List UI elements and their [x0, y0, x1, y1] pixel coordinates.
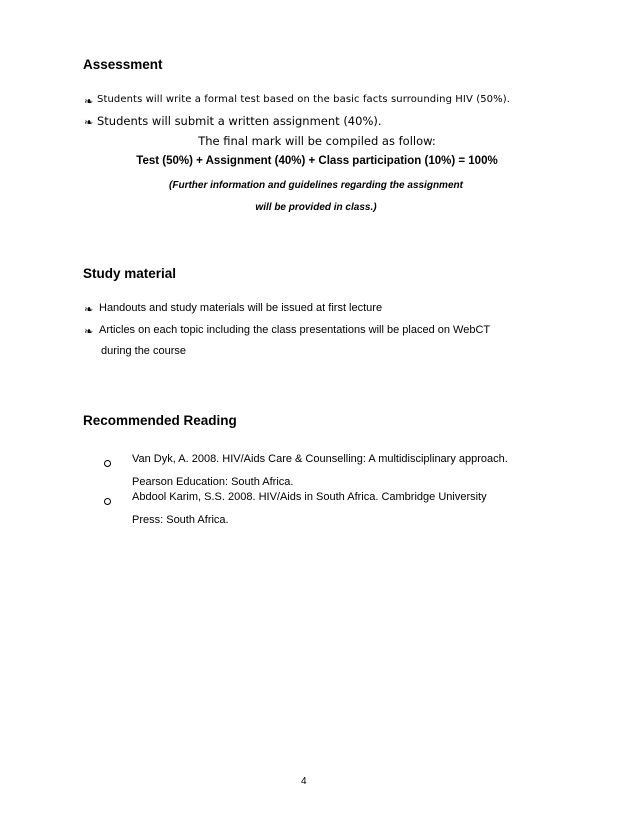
recommended-reading-heading: Recommended Reading	[83, 413, 237, 428]
page-number: 4	[301, 776, 307, 787]
study-material-bullet-2: Articles on each topic including the class presentations will be placed on WebCT	[99, 324, 491, 336]
ribbon-icon: ❧	[84, 325, 94, 338]
assignment-note-line-1: (Further information and guidelines regarding the assignment	[169, 180, 463, 191]
final-mark-intro: The final mark will be compiled as follow:	[198, 134, 436, 148]
reading-item-1-line-1: Van Dyk, A. 2008. HIV/Aids Care & Counselling: A multidisciplinary approach.	[132, 453, 508, 465]
ribbon-icon: ❧	[84, 116, 94, 129]
ribbon-icon: ❧	[84, 303, 94, 316]
assignment-note-line-2: will be provided in class.)	[255, 202, 377, 213]
list-bullet-icon	[104, 460, 111, 467]
study-material-bullet-1: Handouts and study materials will be issued at first lecture	[99, 302, 383, 314]
study-material-continuation: during the course	[101, 345, 186, 357]
list-bullet-icon	[104, 498, 111, 505]
mark-formula: Test (50%) + Assignment (40%) + Class participation (10%) = 100%	[136, 155, 498, 167]
reading-item-2-line-1: Abdool Karim, S.S. 2008. HIV/Aids in South Africa. Cambridge University	[132, 491, 487, 503]
assessment-heading: Assessment	[83, 57, 163, 72]
assessment-bullet-2: Students will submit a written assignment (40%).	[97, 114, 382, 128]
ribbon-icon: ❧	[84, 95, 94, 108]
reading-item-2-line-2: Press: South Africa.	[132, 514, 229, 526]
assessment-bullet-1: Students will write a formal test based on the basic facts surrounding HIV (50%).	[97, 94, 510, 105]
reading-item-1-line-2: Pearson Education: South Africa.	[132, 476, 294, 488]
study-material-heading: Study material	[83, 266, 177, 281]
